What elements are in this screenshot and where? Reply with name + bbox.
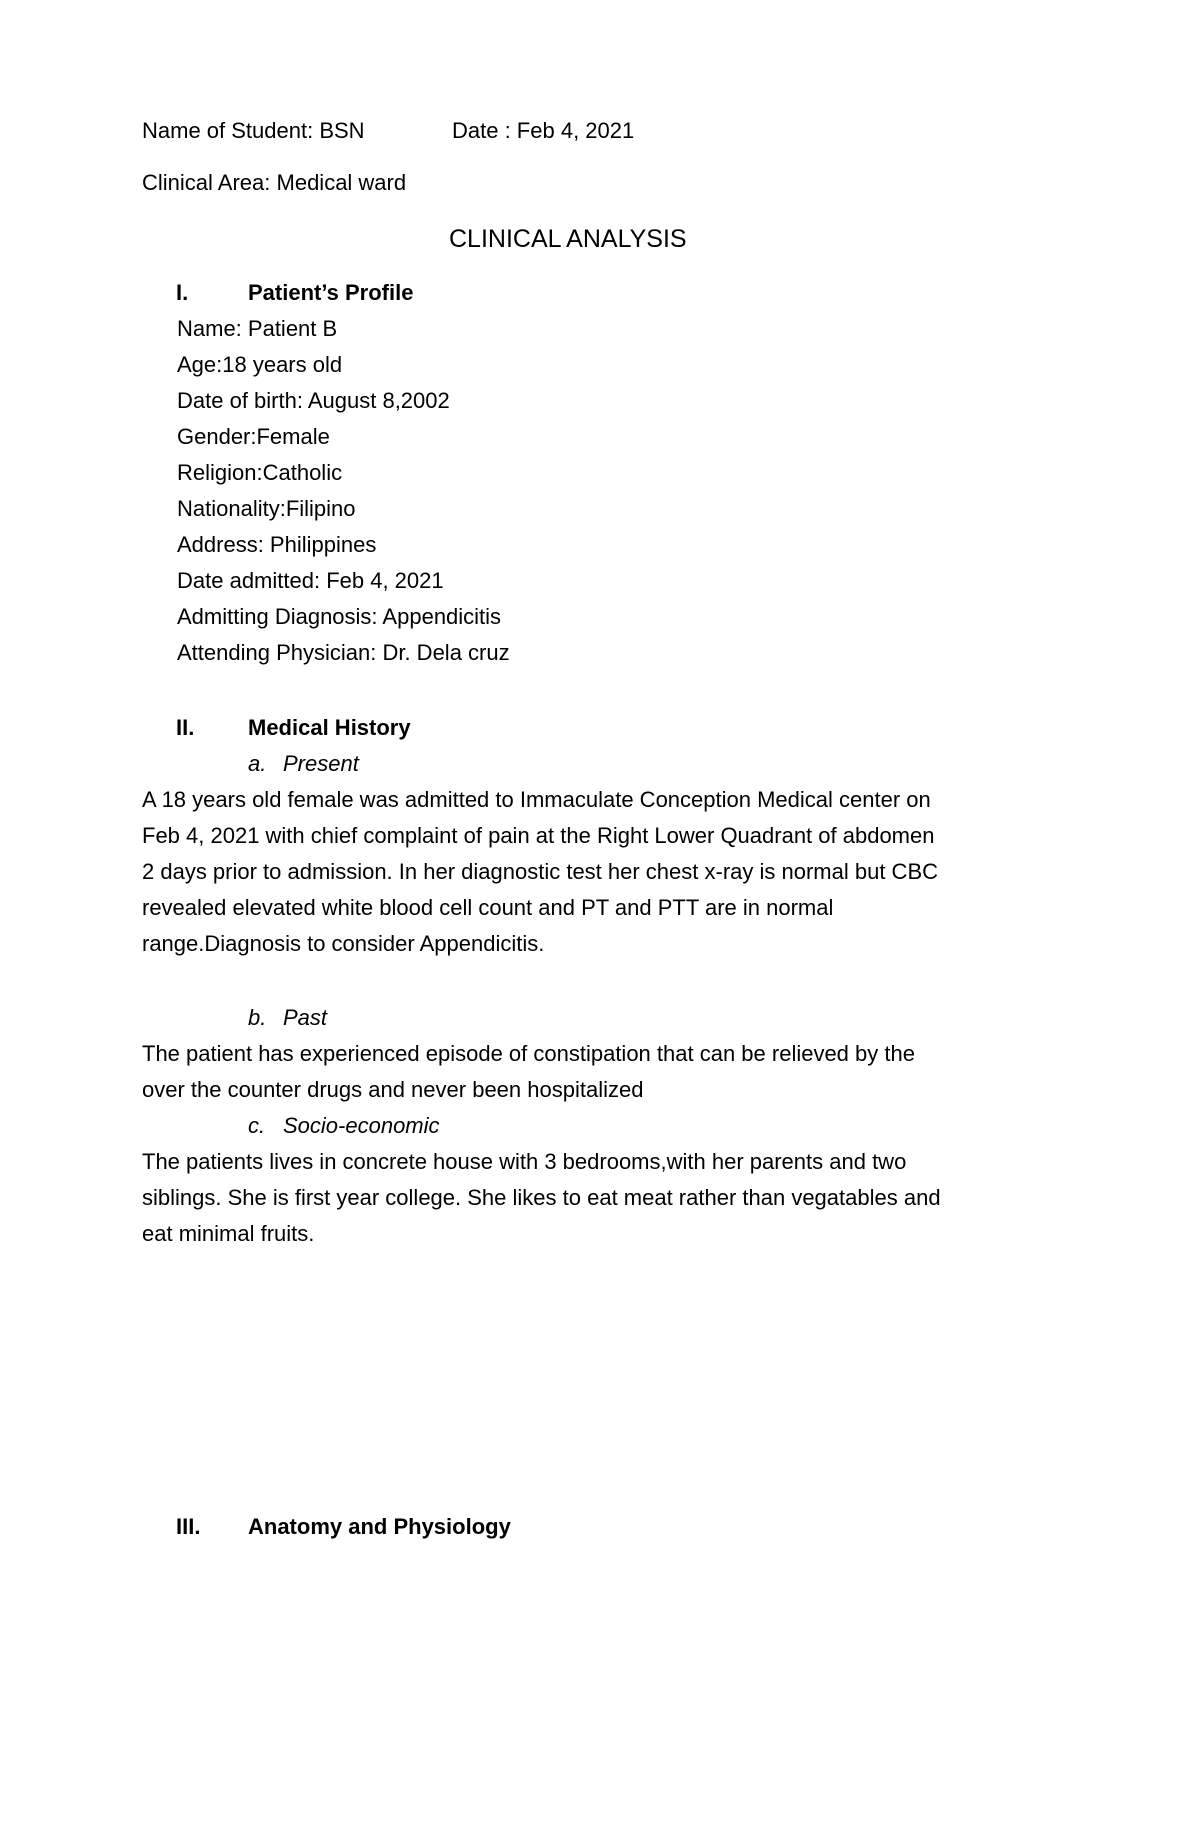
section-heading-patient-profile: Patient’s Profile: [248, 280, 414, 305]
subsection-letter-a: a.: [248, 751, 267, 776]
profile-name: Name: Patient B: [177, 316, 338, 341]
profile-dob: Date of birth: August 8,2002: [177, 388, 450, 413]
document-title: CLINICAL ANALYSIS: [449, 225, 687, 253]
past-text-line: The patient has experienced episode of constipation that can be relieved by the: [142, 1041, 915, 1066]
present-text-line: Feb 4, 2021 with chief complaint of pain at the Right Lower Quadrant of abdomen: [142, 823, 935, 848]
section-number-2: II.: [176, 715, 195, 740]
subsection-letter-c: c.: [248, 1113, 266, 1138]
profile-age: Age:18 years old: [177, 352, 343, 377]
section-number-3: III.: [176, 1514, 201, 1539]
subsection-past: Past: [283, 1005, 328, 1030]
socio-text-line: eat minimal fruits.: [142, 1221, 315, 1246]
profile-date-admitted: Date admitted: Feb 4, 2021: [177, 568, 444, 593]
profile-religion: Religion:Catholic: [177, 460, 343, 485]
section-heading-anatomy: Anatomy and Physiology: [248, 1514, 511, 1539]
profile-diagnosis: Admitting Diagnosis: Appendicitis: [177, 604, 502, 629]
profile-gender: Gender:Female: [177, 424, 330, 449]
header-date: Date : Feb 4, 2021: [452, 118, 635, 143]
present-text-line: A 18 years old female was admitted to Immaculate Conception Medical center on: [142, 787, 931, 812]
present-text-line: range.Diagnosis to consider Appendicitis.: [142, 931, 545, 956]
past-text-line: over the counter drugs and never been hospitalized: [142, 1077, 644, 1102]
socio-text-line: The patients lives in concrete house with 3 bedrooms,with her parents and two: [142, 1149, 907, 1174]
profile-nationality: Nationality:Filipino: [177, 496, 356, 521]
subsection-present: Present: [283, 751, 359, 776]
student-name: Name of Student: BSN: [142, 118, 365, 143]
section-number-1: I.: [176, 280, 189, 305]
profile-address: Address: Philippines: [177, 532, 377, 557]
section-heading-medical-history: Medical History: [248, 715, 411, 740]
profile-physician: Attending Physician: Dr. Dela cruz: [177, 640, 510, 665]
clinical-area: Clinical Area: Medical ward: [142, 170, 407, 195]
present-text-line: 2 days prior to admission. In her diagnostic test her chest x-ray is normal but CBC: [142, 859, 939, 884]
subsection-letter-b: b.: [248, 1005, 267, 1030]
present-text-line: revealed elevated white blood cell count and PT and PTT are in normal: [142, 895, 834, 920]
socio-text-line: siblings. She is first year college. She likes to eat meat rather than vegatables and: [142, 1185, 941, 1210]
subsection-socio-economic: Socio-economic: [283, 1113, 440, 1138]
